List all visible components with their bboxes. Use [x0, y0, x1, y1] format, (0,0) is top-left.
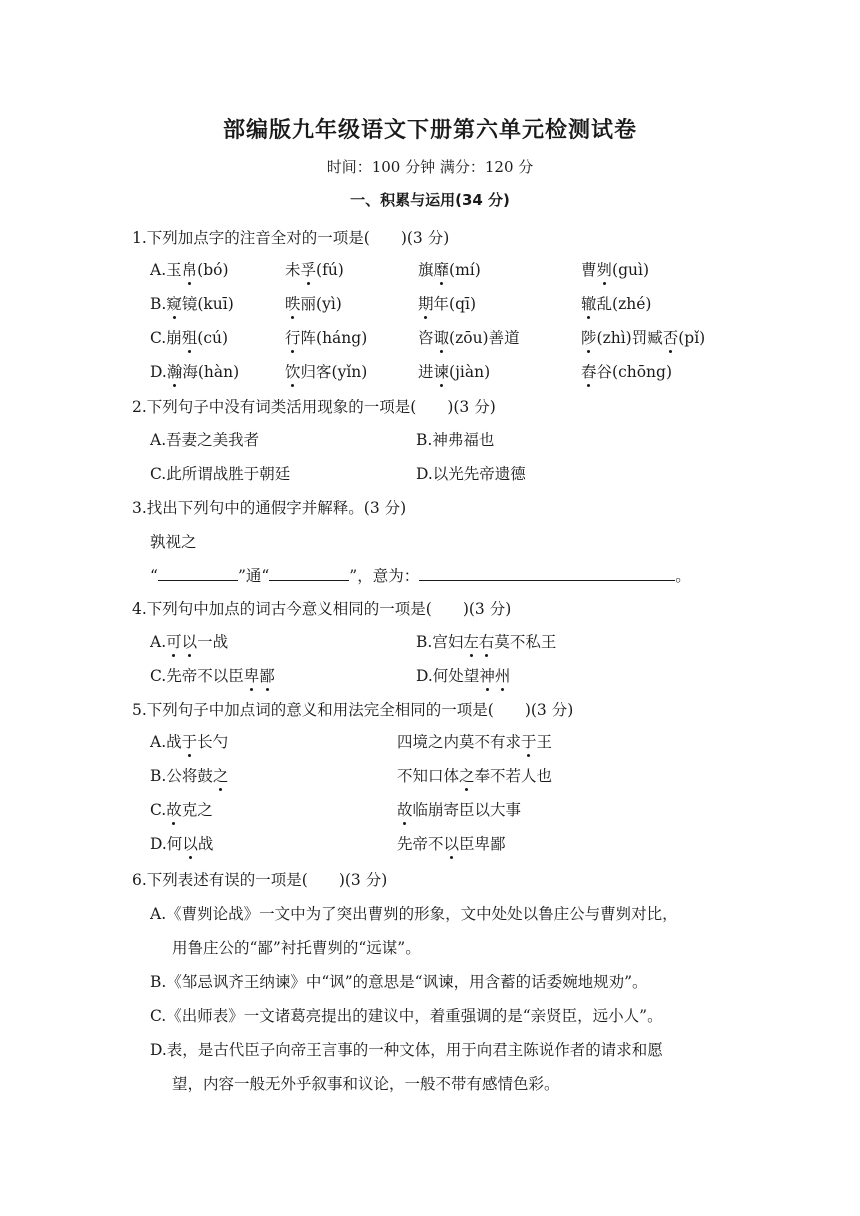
dotted-char: 殂: [182, 329, 198, 347]
pinyin-text: 丽(yì): [300, 295, 342, 313]
question-2-stem: 2.下列句子中没有词类活用现象的一项是( )(3 分): [132, 398, 496, 416]
option-prefix: 不知口体: [397, 767, 460, 785]
pinyin-text: (fú): [316, 261, 344, 279]
question-1-option-item: [285, 360, 367, 382]
pinyin-text: 镜(kuī): [181, 295, 234, 313]
word-prefix: 崩: [166, 329, 182, 347]
question-5-option-left: [150, 764, 228, 786]
dotted-char: 期: [418, 295, 434, 313]
dotted-char: 卑鄙: [244, 667, 275, 685]
option-suffix: 王: [536, 733, 553, 751]
dotted-char: 于: [182, 733, 198, 751]
pinyin-text: (zhì)罚臧: [596, 329, 663, 347]
option-suffix: 奉不若人也: [474, 767, 553, 785]
dotted-char: 之: [213, 767, 229, 785]
word-prefix: 玉: [166, 261, 182, 279]
option-suffix: 臣卑鄙: [459, 835, 506, 853]
dotted-word: [166, 633, 197, 651]
dotted-char: 以: [444, 835, 460, 853]
exam-time-score: 时间：100 分钟 满分：120 分: [326, 158, 534, 176]
question-2-option-b: B.神弗福也: [416, 431, 495, 449]
dotted-char: 左右: [463, 633, 494, 651]
dotted-char: 刿: [597, 261, 613, 279]
dotted-char: 辙: [581, 295, 597, 313]
question-2-option-d: D.以光先帝遗德: [416, 465, 526, 483]
pinyin-text: (bó): [197, 261, 229, 279]
question-5-option-right: [397, 798, 521, 820]
question-4-option-d: [416, 664, 510, 686]
pinyin-text: (mí): [449, 261, 481, 279]
word-prefix: 未: [285, 261, 301, 279]
question-1-stem: 1.下列加点字的注音全对的一项是( )(3 分): [132, 229, 450, 247]
question-5-option-right: [397, 730, 552, 752]
dotted-char: 之: [459, 767, 475, 785]
dotted-char: 帛: [182, 261, 198, 279]
question-3-stem: 3.找出下列句中的通假字并解释。(3 分): [132, 499, 407, 517]
open-quote: “: [150, 567, 158, 585]
dotted-char: 否: [663, 329, 679, 347]
section-heading: 一、积累与运用(34 分): [350, 191, 510, 209]
option-prefix: 四境之内莫不有求: [397, 733, 522, 751]
word-prefix: 进: [418, 363, 434, 381]
dotted-char: 窥: [166, 295, 182, 313]
question-4-stem: 4.下列句中加点的词古今意义相同的一项是( )(3 分): [132, 600, 512, 618]
pinyin-text: (zōu)善道: [449, 329, 520, 347]
dotted-char: 故: [166, 801, 182, 819]
dotted-char: 瀚: [167, 363, 183, 381]
pinyin-text: 谷(chōng): [596, 363, 673, 381]
question-1-option-item: [150, 360, 239, 382]
word-prefix: 曹: [581, 261, 597, 279]
exam-title: 部编版九年级语文下册第六单元检测试卷: [222, 118, 637, 143]
option-prefix: B.公将鼓: [150, 767, 213, 785]
dotted-char: 故: [397, 801, 413, 819]
dotted-char: 陟: [581, 329, 597, 347]
answer-blank-1[interactable]: [158, 564, 238, 581]
question-3-sentence: 孰视之: [150, 533, 197, 551]
question-5-option-right: [397, 764, 552, 786]
dotted-char: 饮: [285, 363, 301, 381]
option-prefix: C.先帝不以臣: [150, 667, 244, 685]
question-1-option-item: [285, 326, 367, 348]
option-prefix: D.何处望: [416, 667, 480, 685]
dotted-char: 靡: [434, 261, 450, 279]
dotted-char: 于: [521, 733, 537, 751]
option-suffix: 临崩寄臣以大事: [412, 801, 522, 819]
question-5-option-left: [150, 832, 213, 854]
question-6-option-d-line-1: D.表，是古代臣子向帝王言事的一种文体，用于向君主陈说作者的请求和愿: [150, 1041, 663, 1059]
question-1-option-item: [581, 258, 649, 280]
question-3-answer-line: [150, 564, 691, 586]
question-1-option-item: [285, 292, 342, 314]
option-suffix: 一战: [197, 633, 229, 651]
question-6-option-c: C.《出师表》一文诸葛亮提出的建议中，着重强调的是“亲贤臣，远小人”。: [150, 1007, 663, 1025]
question-1-option-item: [150, 258, 229, 280]
option-label: B.: [150, 295, 167, 313]
question-6-option-a-line-1: A.《曹刿论战》一文中为了突出曹刿的形象，文中处处以鲁庄公与曹刿对比，: [150, 905, 678, 923]
pinyin-text: (jiàn): [449, 363, 491, 381]
question-1-option-item: [581, 360, 672, 382]
word-prefix: 旗: [418, 261, 434, 279]
dotted-char: 孚: [301, 261, 317, 279]
tong-text: ”通“: [237, 567, 270, 585]
question-1-option-item: [418, 258, 481, 280]
pinyin-text: 乱(zhé): [596, 295, 652, 313]
meaning-text: ”，意为：: [349, 567, 420, 585]
question-1-option-item: [581, 326, 705, 348]
dotted-char: 舂: [581, 363, 597, 381]
option-suffix: 战: [197, 835, 214, 853]
question-2-option-a: A.吾妻之美我者: [150, 431, 260, 449]
question-1-option-item: [150, 292, 234, 314]
question-1-option-item: [418, 326, 520, 348]
pinyin-text: 归客(yǐn): [300, 363, 368, 381]
question-6-option-d-line-2: 望，内容一般无外乎叙事和议论，一般不带有感情色彩。: [172, 1075, 560, 1093]
question-5-option-right: [397, 832, 506, 854]
option-prefix: D.何: [150, 835, 183, 853]
dotted-char: 以: [182, 835, 198, 853]
question-2-option-c: C.此所谓战胜于朝廷: [150, 465, 291, 483]
question-1-option-item: [418, 360, 490, 382]
option-label: D.: [150, 363, 167, 381]
question-5-option-left: [150, 798, 213, 820]
question-1-option-item: [285, 258, 344, 280]
question-6-stem: 6.下列表述有误的一项是( )(3 分): [132, 871, 388, 889]
question-5-option-left: [150, 730, 228, 752]
pinyin-text: (guì): [612, 261, 649, 279]
answer-blank-3[interactable]: [419, 564, 675, 581]
option-prefix: B.宫妇: [416, 633, 464, 651]
answer-blank-2[interactable]: [269, 564, 349, 581]
option-suffix: 莫不私王: [494, 633, 557, 651]
option-prefix: A.战: [150, 733, 182, 751]
question-6-option-a-line-2: 用鲁庄公的“鄙”衬托曹刿的“远谋”。: [172, 939, 421, 957]
option-label: C.: [150, 329, 167, 347]
pinyin-text: (cú): [197, 329, 229, 347]
word-prefix: 咨: [418, 329, 434, 347]
dotted-char: 诹: [434, 329, 450, 347]
option-prefix: C.: [150, 801, 167, 819]
dotted-word: [244, 667, 275, 685]
end-mark: 。: [675, 567, 691, 585]
dotted-char: 行: [285, 329, 301, 347]
option-prefix: 先帝不: [397, 835, 444, 853]
question-1-option-item: [581, 292, 651, 314]
question-1-option-item: [418, 292, 476, 314]
option-suffix: 克之: [181, 801, 213, 819]
dotted-char: 昳: [285, 295, 301, 313]
question-6-option-b: B.《邹忌讽齐王纳谏》中“讽”的意思是“讽谏，用含蓄的话委婉地规劝”。: [150, 973, 648, 991]
dotted-word: [479, 667, 510, 685]
pinyin-text: 阵(háng): [300, 329, 368, 347]
pinyin-text: 海(hàn): [182, 363, 240, 381]
option-label: A.: [150, 261, 167, 279]
pinyin-text: 年(qī): [433, 295, 476, 313]
question-1-option-item: [150, 326, 228, 348]
question-4-option-a: [150, 630, 228, 652]
option-suffix: 长勺: [197, 733, 229, 751]
dotted-char: 谏: [434, 363, 450, 381]
pinyin-text: (pǐ): [678, 329, 706, 347]
dotted-char: 可以: [166, 633, 197, 651]
question-4-option-c: [150, 664, 275, 686]
dotted-char: 神州: [479, 667, 510, 685]
question-4-option-b: [416, 630, 556, 652]
option-prefix: A.: [150, 633, 167, 651]
dotted-word: [463, 633, 494, 651]
question-5-stem: 5.下列句子中加点词的意义和用法完全相同的一项是( )(3 分): [132, 701, 574, 719]
